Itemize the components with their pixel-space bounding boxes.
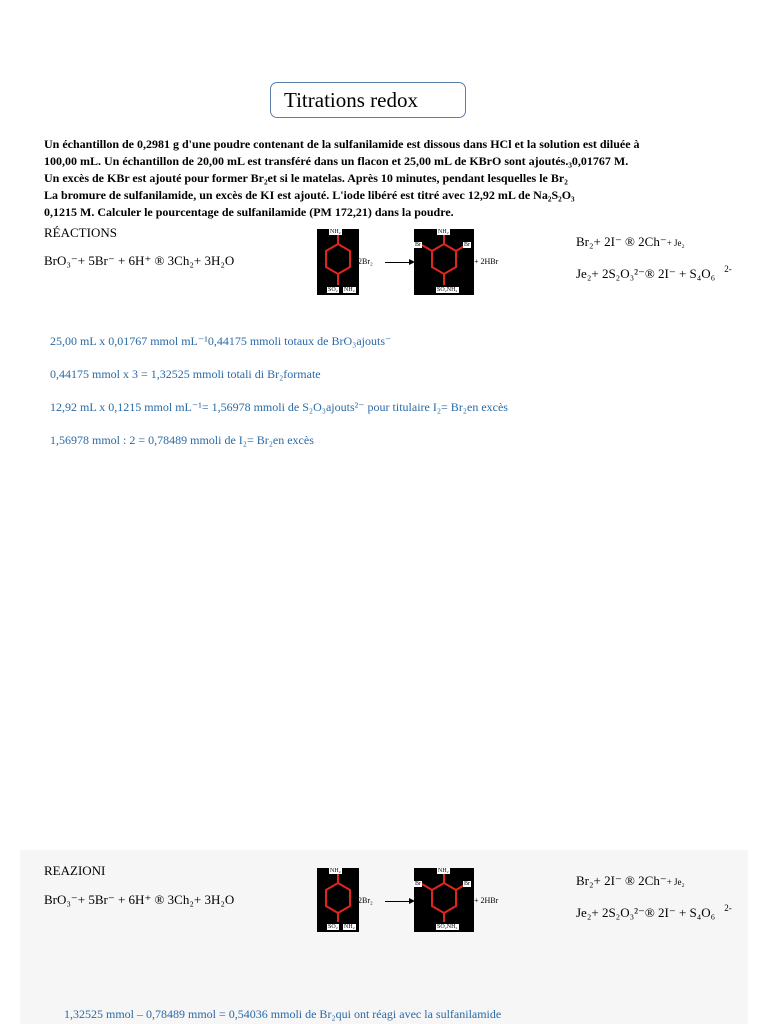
amide-label: NH₂ [344,924,355,930]
sulfanilamide-structure [317,229,359,295]
amine-label: NH₂ [330,229,341,235]
hbr-product: + 2HBr [474,896,499,905]
bromine-iodide-equation: Br₂+ 2I⁻ ® 2Ch⁻+ Je₂ [576,234,685,249]
problem-line: Un échantillon de 0,2981 g d'une poudre contenant de la sulfanilamide est dissous dans HCl et la solution est diluée à [44,137,640,151]
final-calc-line: 1,32525 mmol – 0,78489 mmol = 0,54036 mmoli de Br₂qui ont réagi avec la sulfanilamide [64,1007,502,1021]
bromo-label: Br [415,242,421,248]
problem-line: 100,00 mL. Un échantillon de 20,00 mL est transféré dans un flacon et 25,00 mL de KBrO sont ajoutés.₃0,01767 M. [44,154,629,168]
bromate-equation: BrO₃⁻+ 5Br⁻ + 6H⁺ ® 3Ch₂+ 3H₂O [44,892,235,907]
bromine-reagent: 2Br₂ [358,257,373,266]
bromine-reagent: 2Br₂ [358,896,373,905]
iodine-thiosulfate-equation: Je₂+ 2S₂O₃²⁻® 2I⁻ + S₄O₆ $^{2-}$ [576,903,732,920]
sulfonamide-label: SO₂NH₂ [437,924,458,930]
amine-label: NH₂ [330,868,341,874]
problem-line: Un excès de KBr est ajouté pour former Br₂et si le matelas. Après 10 minutes, pendant lesquelles le Br₂ [44,171,568,185]
hbr-product: + 2HBr [474,257,499,266]
iodine-thiosulfate-equation: Je₂+ 2S₂O₃²⁻® 2I⁻ + S₄O₆ $^{2-}$ [576,264,732,281]
amine-label: NH₂ [438,229,449,235]
page-title: Titrations redox [270,82,466,118]
brominated-sulfanilamide-structure [414,229,474,295]
calc-line: 1,56978 mmol : 2 = 0,78489 mmoli de I₂= Br₂en excès [50,433,314,447]
brominated-sulfanilamide-structure [414,868,474,932]
reactions-heading: RÉACTIONS [44,225,117,240]
calc-line: 25,00 mL x 0,01767 mmol mL⁻¹0,44175 mmoli totaux de BrO₃ajouts⁻ [50,334,392,348]
problem-statement [44,136,734,221]
calc-line: 0,44175 mmol x 3 = 1,32525 mmoli totali di Br₂formate [50,367,321,381]
amine-label: NH₂ [438,868,449,874]
amide-label: NH₂ [344,287,355,293]
problem-line: 0,1215 M. Calculer le pourcentage de sulfanilamide (PM 172,21) dans la poudre. [44,205,454,219]
sulfanilamide-structure [317,868,359,932]
problem-line: La bromure de sulfanilamide, un excès de KI est ajouté. L'iode libéré est titré avec 12,92 mL de Na₂S₂O₃ [44,188,575,202]
bromo-label: Br [464,881,470,887]
bromo-label: Br [464,242,470,248]
reactions-heading: REAZIONI [44,863,106,878]
bromo-label: Br [415,881,421,887]
sulfonamide-label: SO₂NH₂ [437,287,458,293]
bromine-iodide-equation: Br₂+ 2I⁻ ® 2Ch⁻+ Je₂ [576,873,685,888]
sulfonyl-label: SO₂ [328,287,338,293]
sulfonyl-label: SO₂ [328,924,338,930]
bromate-equation: BrO₃⁻+ 5Br⁻ + 6H⁺ ® 3Ch₂+ 3H₂O [44,253,235,268]
calc-line: 12,92 mL x 0,1215 mmol mL⁻¹= 1,56978 mmoli de S₂O₃ajouts²⁻ pour titulaire I₂= Br₂en excès [50,400,508,414]
